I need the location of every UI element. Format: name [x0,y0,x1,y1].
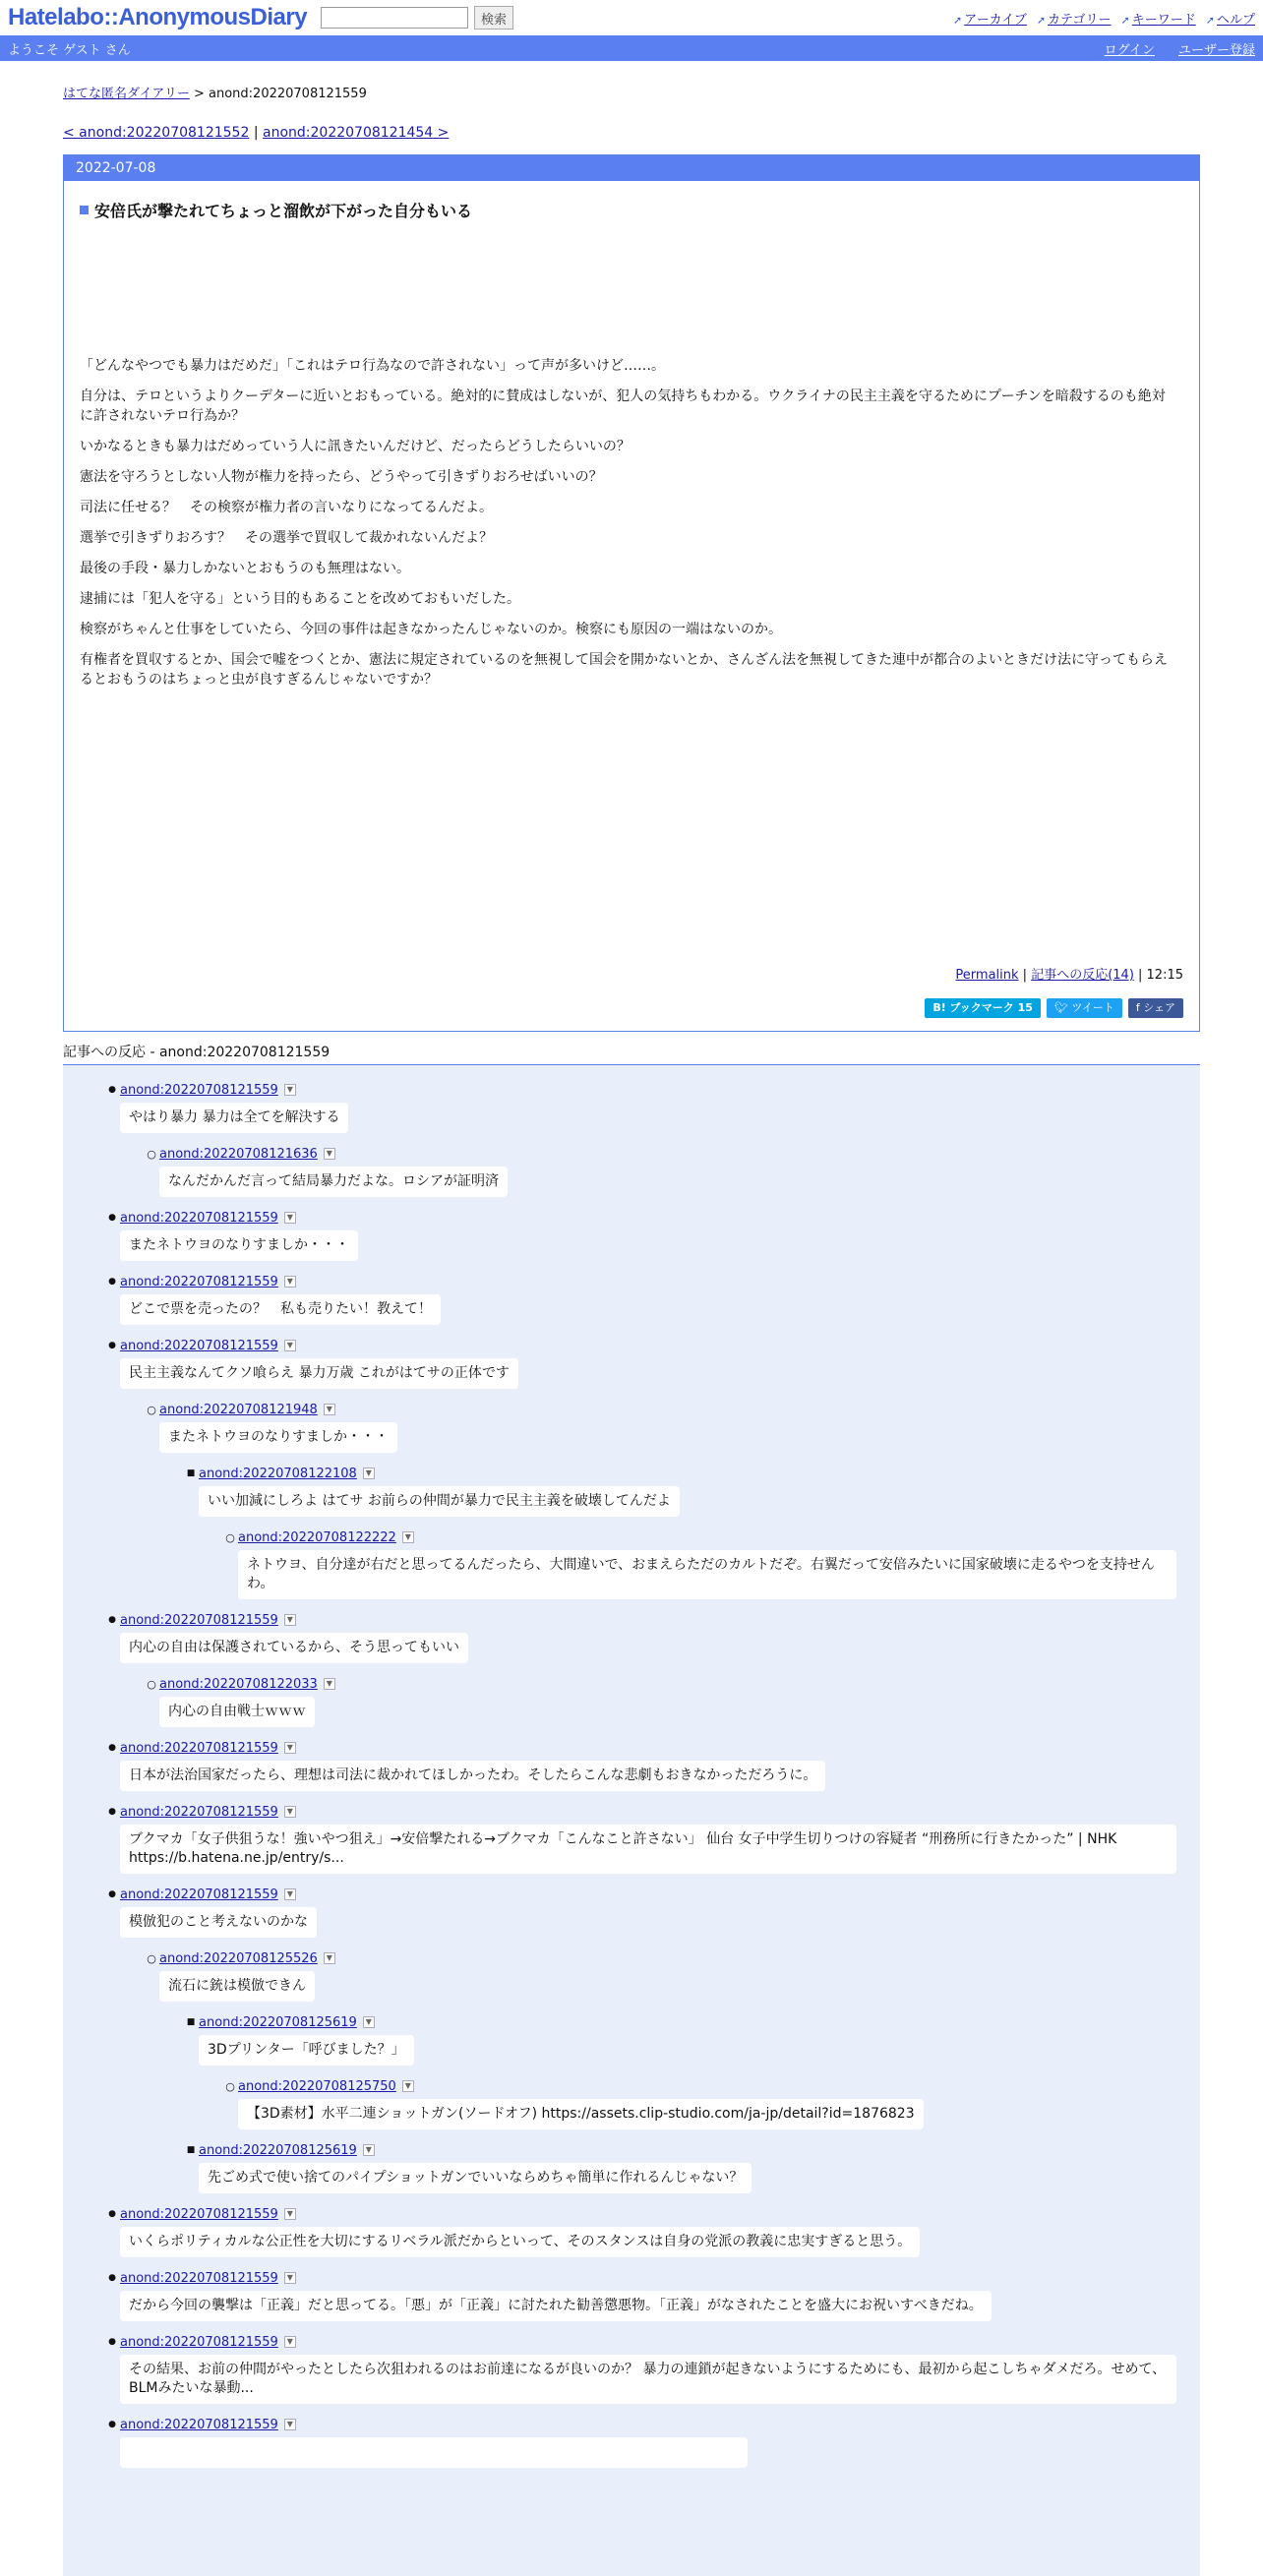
chevron-down-icon[interactable]: ▼ [284,2208,296,2220]
reaction-item [108,1273,1186,1337]
welcome-text: ようこそ ゲスト さん [8,42,131,58]
reaction-text: 模倣犯のこと考えないのかな [120,1907,317,1938]
reaction-item [225,2077,1186,2141]
reaction-item [186,2013,1186,2077]
chevron-down-icon[interactable]: ▼ [324,1952,335,1964]
reaction-item [108,1611,1186,1675]
user-bar [0,35,1263,61]
chevron-down-icon[interactable]: ▼ [284,1742,296,1754]
list-bullet-icon: ○ [147,1147,156,1161]
reaction-text: その結果、お前の仲間がやったとしたら次狙われるのはお前達になるが良いのか？ 暴力の連鎖が起きないようにするためにも、最初から起こしちゃダメだろ。せめて、BLMみたいな暴動... [120,2355,1176,2404]
arrow-icon: ➚ [1120,13,1130,27]
chevron-down-icon[interactable]: ▼ [402,2080,414,2092]
hatena-bookmark-button[interactable]: B! ブックマーク 15 [925,998,1041,1018]
facebook-label: シェア [1143,1001,1175,1014]
reaction-header [108,1337,1186,1354]
entry-paragraph: 有権者を買収するとか、国会で嘘をつくとか、憲法に規定されているのを無視して国会を開かないとか、さんざん法を無視してきた連中が都合のよいときだけ法に守ってもらえるとおもうのはちょっと虫が良すぎるんじゃないですか？ [80,652,1168,688]
chevron-down-icon[interactable]: ▼ [284,1276,296,1288]
reaction-text: 内心の自由戦士ｗｗｗ [159,1697,315,1727]
list-bullet-icon: ○ [225,1530,235,1544]
reaction-text: どこで票を売ったの？ 私も売りたい！教えて！ [120,1294,441,1325]
reaction-text: なんだかんだ言って結局暴力だよな。ロシアが証明済 [159,1167,508,1197]
reaction-id-link[interactable]: anond:20220708122033 [159,1676,318,1692]
reaction-header [186,1465,1186,1482]
reaction-header [147,1145,1186,1163]
reaction-item [108,1803,1186,1886]
entry-paragraph: 検察がちゃんと仕事をしていたら、今回の事件は起きなかったんじゃないのか。検察にも原因の一端はないのか。 [80,622,782,637]
footer-sep: | [1018,968,1032,983]
reactions-heading: 記事への反応 - anond:20220708121559 [63,1042,1200,1065]
search-input[interactable] [321,7,468,29]
entry-time: | 12:15 [1133,968,1183,983]
chevron-down-icon[interactable]: ▼ [324,1678,335,1690]
entry-pager [63,125,1200,141]
reaction-id-link[interactable]: anond:20220708121559 [120,1082,278,1098]
reaction-text: またネトウヨのなりすましか・・・ [159,1422,397,1453]
list-bullet-icon: ● [108,1277,116,1287]
list-bullet-icon: ○ [147,1403,156,1416]
nav-help-link[interactable]: ヘルプ [1216,12,1255,28]
facebook-icon: f [1135,1001,1144,1014]
reaction-text: またネトウヨのなりすましか・・・ [120,1230,358,1261]
entry-date: 2022-07-08 [64,155,1199,181]
chevron-down-icon[interactable]: ▼ [284,1806,296,1818]
reaction-item [108,1081,1186,1145]
reaction-id-link[interactable]: anond:20220708125750 [238,2078,396,2094]
reaction-item [108,2205,1186,2269]
reaction-item [225,1528,1186,1611]
reaction-header [225,1528,1186,1546]
entry-title [80,199,1199,221]
chevron-down-icon[interactable]: ▼ [324,1404,335,1415]
reaction-item [147,1401,1186,1465]
reaction-item [108,2333,1186,2416]
reaction-id-link[interactable]: anond:20220708121559 [120,1804,278,1820]
share-buttons [925,998,1183,1018]
tweet-button[interactable] [1047,998,1122,1018]
entry-paragraph: 憲法を守ろうとしない人物が権力を持ったら、どうやって引きずりおろせばいいの？ [80,469,603,485]
chevron-down-icon[interactable]: ▼ [284,1614,296,1626]
nav-archive-link[interactable]: アーカイブ [964,12,1027,28]
top-nav [953,9,1255,28]
breadcrumb-home[interactable]: はてな匿名ダイアリー [63,87,190,101]
arrow-icon: ➚ [1036,13,1047,27]
list-bullet-icon: ○ [147,1677,156,1691]
diary-entry [63,154,1200,1032]
reaction-header [225,2077,1186,2095]
list-bullet-icon: ■ [186,1468,196,1478]
reaction-header [108,2205,1186,2223]
permalink[interactable]: Permalink [955,968,1019,983]
chevron-down-icon[interactable]: ▼ [284,1888,296,1900]
nav-keyword-link[interactable]: キーワード [1131,12,1196,28]
entry-paragraph: 逮捕には「犯人を守る」という目的もあることを改めておもいだした。 [80,591,520,607]
entry-paragraph: 自分は、テロというよりクーデターに近いとおもっている。絶対的に賛成はしないが、犯人の気持ちもわかる。ウクライナの民主主義を守るためにプーチンを暗殺するのも絶対に許されないテロ行為か？ [80,389,1166,424]
search-button[interactable]: 検索 [474,6,513,30]
reaction-id-link[interactable]: anond:20220708121636 [159,1146,318,1162]
reaction-id-link[interactable]: anond:20220708121948 [159,1402,318,1417]
nav-archive[interactable] [953,9,1027,28]
reaction-text: ネトウヨ、自分達が右だと思ってるんだったら、大間違いで、おまえらただのカルトだぞ。右翼だって安倍みたいに国家破壊に走るやつを支持せんわ。 [238,1550,1176,1599]
chevron-down-icon[interactable]: ▼ [402,1531,414,1543]
reaction-text: 民主主義なんてクソ喰らえ 暴力万歳 これがはてサの正体です [120,1358,518,1389]
chevron-down-icon[interactable]: ▼ [284,1340,296,1351]
reaction-item [186,2141,1186,2205]
reaction-text: だから今回の襲撃は「正義」だと思ってる。「悪」が「正義」に討たれた勧善懲悪物。「正義」がなされたことを盛大にお祝いすべきだね。 [120,2291,992,2321]
list-bullet-icon: ● [108,1889,116,1899]
nav-category-link[interactable]: カテゴリー [1048,12,1112,28]
entry-title-text: 安倍氏が撃たれてちょっと溜飲が下がった自分もいる [94,202,473,220]
reaction-id-link[interactable]: anond:20220708125526 [159,1950,318,1966]
entry-paragraph: 最後の手段・暴力しかないとおもうのも無理はない。 [80,561,410,576]
list-bullet-icon: ○ [147,1951,156,1965]
reaction-item [108,1209,1186,1273]
register-link[interactable]: ユーザー登録 [1177,42,1255,58]
reaction-header [147,1675,1186,1693]
nav-keyword[interactable] [1121,9,1196,28]
list-bullet-icon: ● [108,1085,116,1095]
reaction-header [147,1949,1186,1967]
next-entry-link[interactable]: anond:20220708121454 > [263,125,450,141]
chevron-down-icon[interactable]: ▼ [363,2016,375,2028]
pager-sep: | [249,125,264,141]
login-link[interactable]: ログイン [1104,42,1155,58]
prev-entry-link[interactable]: < anond:20220708121552 [63,125,250,141]
list-bullet-icon: ● [108,2420,116,2429]
reaction-item [108,1886,1186,1949]
reaction-header [147,1401,1186,1418]
list-bullet-icon: ● [108,1743,116,1753]
list-bullet-icon: ■ [186,2017,196,2027]
entry-paragraph: いかなるときも暴力はだめっていう人に訊きたいんだけど、だったらどうしたらいいの？ [80,439,631,454]
reaction-id-link[interactable]: anond:20220708121559 [120,1740,278,1756]
breadcrumb-current: anond:20220708121559 [209,87,367,101]
list-bullet-icon: ● [108,1341,116,1350]
entry-footer [955,964,1183,983]
reaction-text [120,2437,748,2468]
reaction-id-link[interactable]: anond:20220708121559 [120,1612,278,1628]
reaction-id-link[interactable]: anond:20220708122222 [238,1529,396,1545]
reaction-header [108,1081,1186,1099]
reaction-text: 【3D素材】水平二連ショットガン(ソードオフ) https://assets.clip-studio.com/ja-jp/detail?id=1876823 [238,2099,924,2129]
reaction-id-link[interactable]: anond:20220708121559 [120,1274,278,1289]
reactions-list [63,1065,1200,2576]
arrow-icon: ➚ [1205,13,1215,27]
site-logo[interactable]: Hatelabo::AnonymousDiary [8,4,308,30]
entry-paragraph: 司法に任せる？ その検察が権力者の言いなりになってるんだよ。 [80,500,493,515]
chevron-down-icon[interactable]: ▼ [363,1468,375,1479]
chevron-down-icon[interactable]: ▼ [363,2144,375,2156]
reaction-id-link[interactable]: anond:20220708121559 [120,2334,278,2350]
reaction-header [108,1611,1186,1629]
reaction-text: 3Dプリンター「呼びました？」 [199,2035,414,2066]
reaction-item [108,1739,1186,1803]
tweet-label: ツイート [1071,1001,1114,1014]
reaction-item [186,1465,1186,1528]
reaction-id-link[interactable]: anond:20220708125619 [199,2014,357,2030]
list-bullet-icon: ● [108,1615,116,1625]
reaction-item [108,2269,1186,2333]
reaction-text: 日本が法治国家だったら、理想は司法に裁かれてほしかったわ。そしたらこんな悲劇もおきなかっただろうに。 [120,1761,825,1791]
reaction-id-link[interactable]: anond:20220708121559 [120,1338,278,1353]
reaction-header [108,1803,1186,1821]
list-bullet-icon: ○ [225,2079,235,2093]
chevron-down-icon[interactable]: ▼ [284,1084,296,1096]
nav-help[interactable] [1206,9,1255,28]
chevron-down-icon[interactable]: ▼ [284,2336,296,2348]
reaction-id-link[interactable]: anond:20220708121559 [120,1210,278,1226]
reaction-text: いくらポリティカルな公正性を大切にするリベラル派だからといって、そのスタンスは自身の党派の教義に忠実すぎると思う。 [120,2227,920,2257]
chevron-down-icon[interactable]: ▼ [284,2272,296,2284]
list-bullet-icon: ■ [186,2145,196,2155]
entry-paragraph: 選挙で引きずりおろす？ その選挙で買収して裁かれないんだよ？ [80,530,493,546]
reaction-text: 先ごめ式で使い捨てのパイプショットガンでいいならめちゃ簡単に作れるんじゃない？ [199,2163,752,2193]
reaction-header [108,2333,1186,2351]
reaction-text: 流石に銃は模倣できん [159,1971,315,2002]
arrow-icon: ➚ [953,13,963,27]
nav-category[interactable] [1037,9,1112,28]
square-bullet-icon[interactable] [80,206,89,214]
chevron-down-icon[interactable]: ▼ [284,2419,296,2430]
list-bullet-icon: ● [108,1807,116,1817]
reaction-id-link[interactable]: anond:20220708121559 [120,2417,278,2432]
reaction-item [108,2416,1186,2484]
chevron-down-icon[interactable]: ▼ [324,1148,335,1160]
reaction-text: 内心の自由は保護されているから、そう思ってもいい [120,1633,468,1663]
breadcrumb-sep: > [189,87,210,101]
reaction-header [108,2269,1186,2287]
chevron-down-icon[interactable]: ▼ [284,1212,296,1224]
reaction-header [108,1886,1186,1903]
reaction-header [186,2013,1186,2031]
reaction-header [108,1739,1186,1757]
list-bullet-icon: ● [108,1213,116,1223]
reaction-id-link[interactable]: anond:20220708121559 [120,2270,278,2286]
reaction-item [108,1337,1186,1401]
reaction-header [186,2141,1186,2159]
reaction-text: やはり暴力 暴力は全てを解決する [120,1103,348,1133]
twitter-icon: 🐦︎ [1053,1001,1072,1014]
main-content [63,83,1200,2576]
facebook-share-button[interactable] [1128,998,1183,1018]
reaction-id-link[interactable]: anond:20220708121559 [120,2206,278,2222]
reaction-header [108,1273,1186,1290]
list-bullet-icon: ● [108,2337,116,2347]
reaction-item [147,1949,1186,2013]
top-bar [0,0,1263,35]
reaction-item [147,1675,1186,1739]
list-bullet-icon: ● [108,2209,116,2219]
reaction-text: いい加減にしろよ はてサ お前らの仲間が暴力で民主主義を破壊してんだよ [199,1486,680,1517]
reaction-text: ブクマカ「女子供狙うな！強いやつ狙え」→安倍撃たれる→ブクマカ「こんなこと許さない」 仙台 女子中学生切りつけの容疑者 “刑務所に行きたかった” | NHK https://b.hatena.ne.jp/entry/s... [120,1825,1176,1874]
entry-body [80,356,1177,689]
reaction-id-link[interactable]: anond:20220708125619 [199,2142,357,2158]
list-bullet-icon: ● [108,2273,116,2283]
reaction-header [108,1209,1186,1227]
reaction-item [147,1145,1186,1209]
reaction-id-link[interactable]: anond:20220708121559 [120,1887,278,1902]
reaction-header [108,2416,1186,2433]
reaction-id-link[interactable]: anond:20220708122108 [199,1466,357,1481]
breadcrumb [63,83,1200,101]
entry-paragraph: 「どんなやつでも暴力はだめだ」「これはテロ行為なので許されない」って声が多いけど……。 [80,358,665,374]
reactions-link[interactable]: 記事への反応(14) [1031,968,1134,983]
